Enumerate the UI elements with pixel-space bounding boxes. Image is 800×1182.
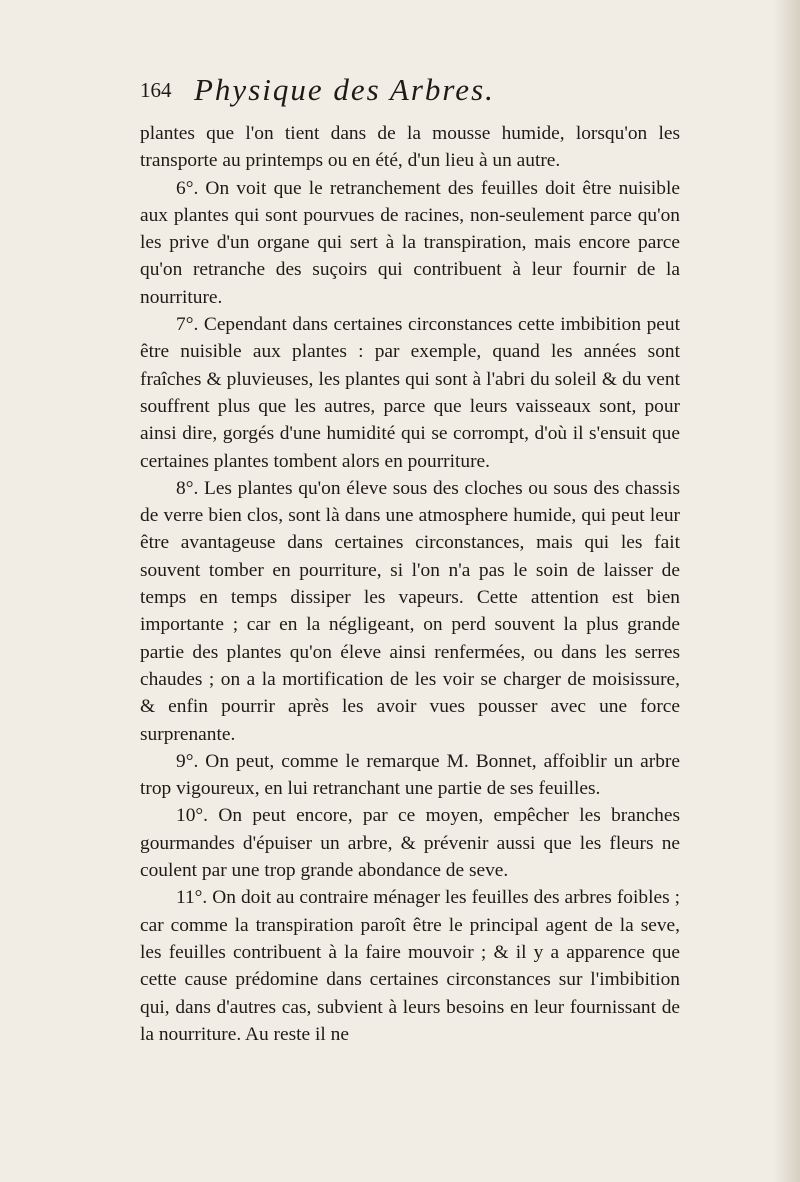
paragraph-9: 9°. On peut, comme le remarque M. Bonnet, affoiblir un arbre trop vigoureux, en lui retranchant une partie de ses feuilles. <box>140 750 680 800</box>
paragraph-6: 6°. On voit que le retranchement des feuilles doit être nuisible aux plantes qui sont pourvues de racines, non-seulement parce qu'on les prive d'un organe qui sert à la transpiration, mais encore parce qu'on retranche des suçoirs qui contribuent à leur fournir de la nourriture. <box>140 177 680 308</box>
paragraph-10: 10°. On peut encore, par ce moyen, empêcher les branches gourmandes d'épuiser un arbre, & prévenir aussi que les fleurs ne coulent par une trop grande abondance de seve. <box>140 805 680 882</box>
paragraph-7: 7°. Cependant dans certaines circonstances cette imbibition peut être nuisible aux plantes : par exemple, quand les années sont fraîches & pluvieuses, les plantes qui sont à l'abri du soleil & du vent souffrent plus que les autres, parce que leurs vaisseaux sont, pour ainsi dire, gorgés d'une humidité qui se corrompt, d'où il s'ensuit que certaines plantes tombent alors en pourriture. <box>140 314 680 472</box>
running-title: Physique des Arbres. <box>194 72 495 107</box>
page-number: 164 <box>140 78 172 102</box>
paragraph-8: 8°. Les plantes qu'on éleve sous des cloches ou sous des chassis de verre bien clos, sont là dans une atmosphere humide, qui peut leur être avantageuse dans certaines circonstances, mais qui les fait souvent tomber en pourriture, si l'on n'a pas le soin de laisser de temps en temps dissiper les vapeurs. Cette attention est bien importante ; car en la négligeant, on perd souvent la plus grande partie des plantes qu'on éleve ainsi renfermées, ou dans les serres chaudes ; on a la mortification de les voir se charger de moisissure, & enfin pourrir après les avoir vues pousser avec une force surprenante. <box>140 477 680 745</box>
paragraph-continuation: plantes que l'on tient dans de la mousse humide, lorsqu'on les transporte au printemps ou en été, d'un lieu à un autre. <box>140 123 680 172</box>
page-header <box>140 72 660 112</box>
paragraph-11: 11°. On doit au contraire ménager les feuilles des arbres foibles ; car comme la transpiration paroît être le principal agent de la seve, les feuilles contribuent à la faire mouvoir ; & il y a apparence que cette cause prédomine dans certaines circonstances sur l'imbibition qui, dans d'autres cas, subvient à leurs besoins en leur fournissant de la nourriture. Au reste il ne <box>140 887 680 1045</box>
body-text <box>140 120 680 1048</box>
page-edge-shadow <box>774 0 800 1182</box>
